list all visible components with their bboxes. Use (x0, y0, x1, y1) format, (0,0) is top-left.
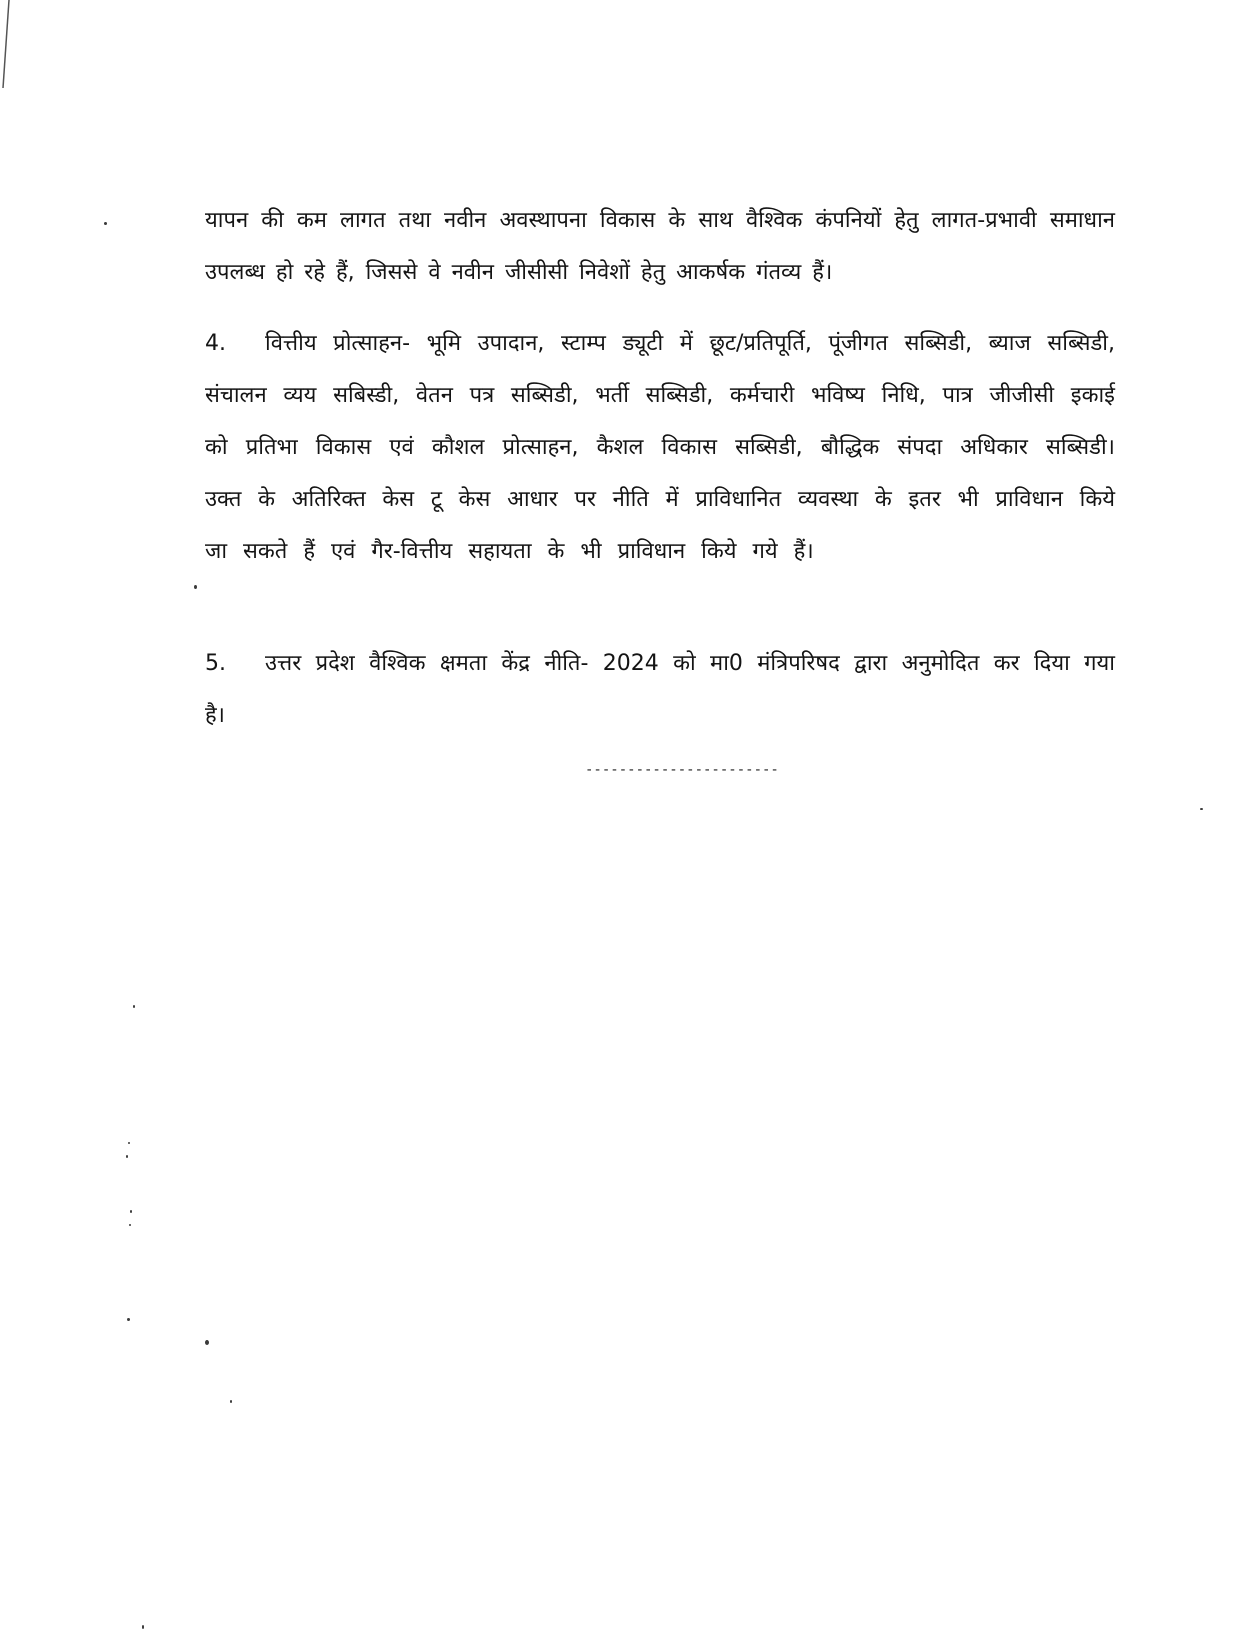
end-of-text-rule: ----------------------- (585, 762, 779, 778)
list-item-text: उत्तर प्रदेश वैश्विक क्षमता केंद्र नीति- 2024 को मा0 मंत्रिपरिषद द्वारा अनुमोदित कर दिया गया है। (205, 651, 1115, 728)
scan-speck (127, 1318, 130, 1321)
scan-speck (142, 1625, 144, 1629)
intro-paragraph (205, 195, 1115, 299)
intro-paragraph-text: यापन की कम लागत तथा नवीन अवस्थापना विकास के साथ वैश्विक कंपनियों हेतु लागत-प्रभावी समाधान उपलब्ध हो रहे हैं, जिससे वे नवीन जीसीसी निवेशों हेतु आकर्षक गंतव्य हैं। (205, 208, 1115, 285)
scan-speck (1200, 808, 1203, 810)
scan-speck (128, 1142, 130, 1144)
list-item-text: वित्तीय प्रोत्साहन- भूमि उपादान, स्टाम्प ड्यूटी में छूट/प्रतिपूर्ति, पूंजीगत सब्सिडी, ब्याज सब्सिडी, संचालन व्यय सबिस्डी, वेतन पत्र सब्सिडी, भर्ती सब्सिडी, कर्मचारी भविष्य निधि, पात्र जीजीसी इकाई को प्रतिभा विकास एवं कौशल प्रोत्साहन, कैशल विकास सब्सिडी, बौद्धिक संपदा अधिकार सब्सिडी। उक्त के अतिरिक्त केस टू केस आधार पर नीति में प्राविधानित व्यवस्था के इतर भी प्राविधान किये जा सकते हैं एवं गैर-वित्तीय सहायता के भी प्राविधान किये गये हैं। (205, 331, 1115, 564)
scan-speck (126, 1155, 128, 1158)
scan-speck (194, 585, 197, 589)
list-item (205, 638, 1115, 742)
list-item (205, 318, 1115, 578)
scan-speck (205, 1340, 209, 1345)
scan-speck (104, 222, 107, 225)
scan-speck (130, 1210, 132, 1213)
scan-speck (129, 1224, 131, 1226)
scan-speck (230, 1400, 232, 1403)
list-item-number: 5. (205, 651, 226, 676)
scan-speck (133, 1005, 135, 1008)
scan-edge-mark (2, 0, 10, 90)
list-item-number: 4. (205, 331, 226, 356)
